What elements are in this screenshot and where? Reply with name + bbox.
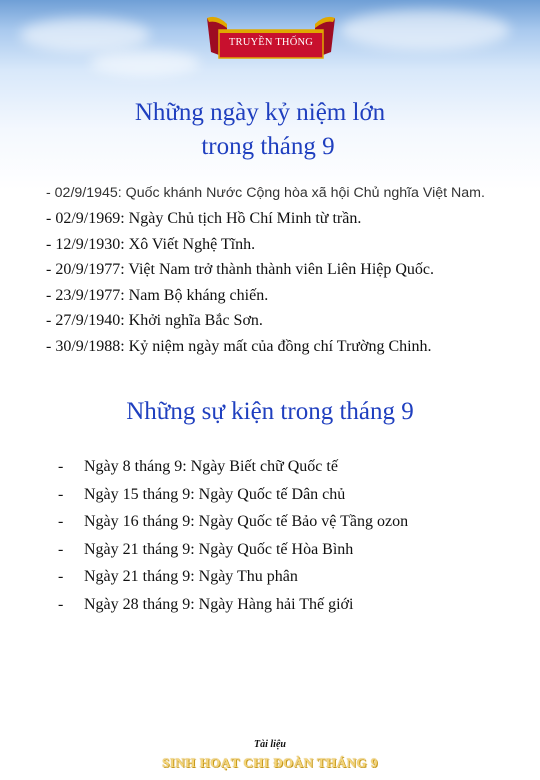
section1-title-line2: trong tháng 9 — [201, 133, 335, 160]
banner-label: TRUYỀN THỐNG — [228, 37, 314, 48]
sky-cloud — [90, 50, 200, 76]
event-text: Ngày 16 tháng 9: Ngày Quốc tế Bảo vệ Tầng ozon — [84, 513, 409, 530]
footer-caption: Tài liệu — [254, 739, 286, 750]
anniversary-item: - 27/9/1940: Khởi nghĩa Bắc Sơn. — [46, 312, 263, 329]
bullet-dash: - — [58, 568, 64, 585]
list-item — [58, 508, 408, 536]
event-text: Ngày 8 tháng 9: Ngày Biết chữ Quốc tế — [84, 458, 338, 475]
bullet-dash: - — [58, 485, 64, 503]
sky-cloud — [340, 10, 510, 50]
section2-title: Những sự kiện trong tháng 9 — [126, 398, 414, 425]
event-text: Ngày 21 tháng 9: Ngày Thu phân — [84, 568, 298, 585]
header-banner — [205, 14, 337, 66]
footer — [0, 738, 540, 771]
footer-title: SINH HOẠT CHI ĐOÀN THÁNG 9 — [162, 755, 378, 770]
list-item — [58, 481, 408, 509]
bullet-dash: - — [58, 540, 64, 558]
bullet-dash: - — [58, 595, 64, 613]
anniversary-item: - 20/9/1977: Việt Nam trở thành thành viên Liên Hiệp Quốc. — [46, 261, 435, 278]
anniversary-item: - 30/9/1988: Kỷ niệm ngày mất của đồng chí Trường Chinh. — [46, 337, 432, 355]
list-item — [58, 591, 408, 619]
bullet-dash: - — [58, 458, 64, 475]
anniversary-item: - 12/9/1930: Xô Viết Nghệ Tĩnh. — [46, 235, 256, 253]
anniversary-item: - 02/9/1969: Ngày Chủ tịch Hồ Chí Minh từ trần. — [46, 210, 362, 227]
bullet-dash: - — [58, 513, 64, 530]
event-text: Ngày 21 tháng 9: Ngày Quốc tế Hòa Bình — [84, 540, 354, 558]
event-text: Ngày 28 tháng 9: Ngày Hàng hải Thế giới — [84, 595, 354, 613]
list-item — [58, 453, 408, 481]
anniversary-item: - 23/9/1977: Nam Bộ kháng chiến. — [46, 286, 269, 304]
event-text: Ngày 15 tháng 9: Ngày Quốc tế Dân chủ — [84, 485, 346, 503]
list-item — [58, 536, 408, 564]
section1-title-line1: Những ngày kỷ niệm lớn — [134, 99, 386, 126]
sky-cloud — [20, 18, 150, 52]
anniversary-list — [46, 181, 485, 359]
anniversary-item: - 02/9/1945: Quốc khánh Nước Cộng hòa xã hội Chủ nghĩa Việt Nam. — [46, 185, 485, 201]
list-item — [58, 563, 408, 591]
events-list — [58, 453, 408, 618]
